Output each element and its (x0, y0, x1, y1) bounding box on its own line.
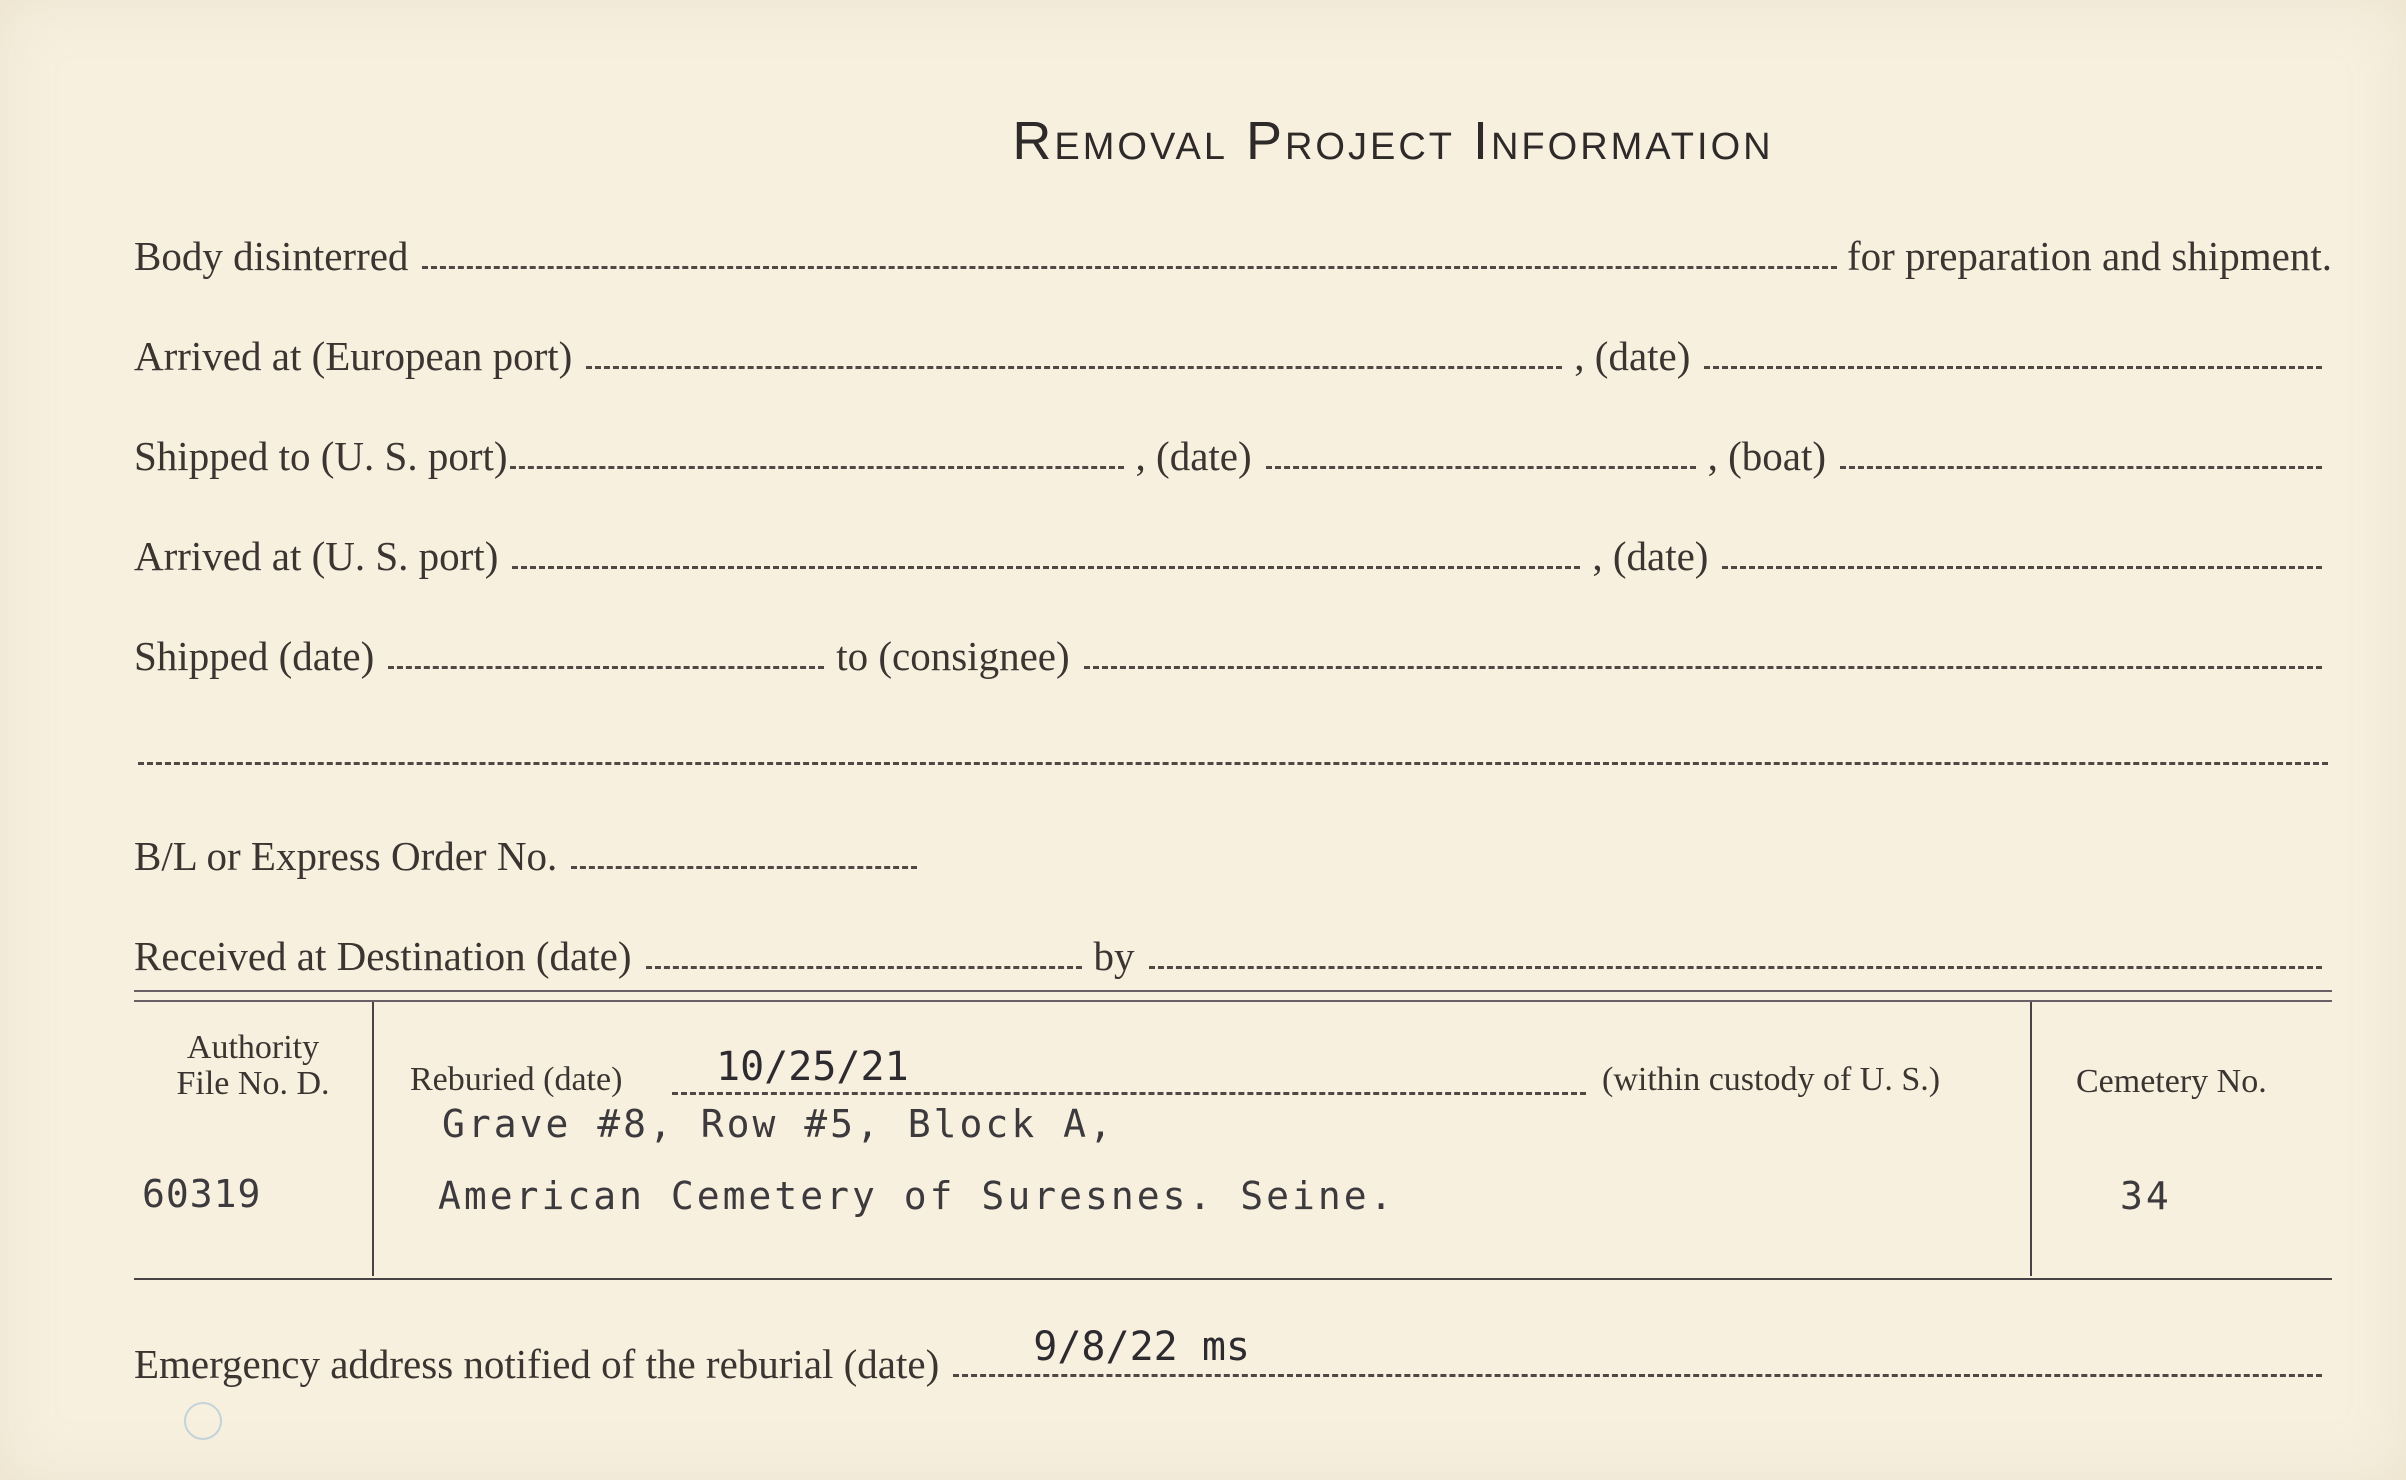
european-port-field[interactable] (586, 366, 1562, 369)
section-divider (134, 990, 2332, 1002)
row-shipped-date (134, 624, 2332, 680)
emergency-label: Emergency address notified of the reburial (date) (134, 1341, 940, 1387)
arrived-european-label: Arrived at (European port) (134, 333, 573, 379)
consignee-label: to (consignee) (836, 633, 1070, 679)
received-label: Received at Destination (date) (134, 933, 632, 979)
cemetery-label: Cemetery No. (2076, 1063, 2267, 1100)
column-divider-left (372, 1002, 374, 1276)
received-date-field[interactable] (646, 966, 1082, 969)
arrived-us-label: Arrived at (U. S. port) (134, 533, 499, 579)
bl-order-label: B/L or Express Order No. (134, 833, 558, 879)
row-received (134, 924, 2332, 980)
row-arrived-us (134, 524, 2332, 580)
arrived-us-date-label: , (date) (1592, 533, 1709, 579)
authority-label-line1: Authority (186, 1029, 320, 1066)
row-bl-order (134, 824, 2332, 880)
cemetery-number: 34 (2120, 1174, 2172, 1218)
preparation-shipment-label: for preparation and shipment. (1846, 233, 2332, 279)
authority-label-line2: File No. D. (176, 1064, 330, 1102)
emergency-date-value: 9/8/22 ms (1033, 1324, 1250, 1370)
arrived-us-port-field[interactable] (512, 566, 1580, 569)
shipped-date-only-field[interactable] (388, 666, 824, 669)
column-divider-right (2030, 1002, 2032, 1276)
faint-stamp-icon (184, 1402, 222, 1440)
us-port-field[interactable] (510, 466, 1124, 469)
boat-field[interactable] (1840, 466, 2322, 469)
arrived-us-date-field[interactable] (1722, 566, 2322, 569)
body-disinterred-field[interactable] (422, 266, 1837, 269)
row-emergency (134, 1324, 2332, 1388)
consignee-field[interactable] (1084, 666, 2322, 669)
shipped-us-label: Shipped to (U. S. port) (134, 433, 508, 479)
custody-note: (within custody of U. S.) (1602, 1061, 1941, 1098)
grave-location-line1: Grave #8, Row #5, Block A, (442, 1102, 1115, 1146)
reburied-date-value: 10/25/21 (716, 1044, 909, 1090)
european-date-label: , (date) (1574, 333, 1691, 379)
shipped-date-only-label: Shipped (date) (134, 633, 375, 679)
shipped-date-label: , (date) (1135, 433, 1252, 479)
reburied-date-field[interactable] (672, 1092, 1586, 1095)
row-shipped-us (134, 424, 2332, 480)
form-title: Removal Project Information (1012, 111, 1774, 171)
european-date-field[interactable] (1704, 366, 2322, 369)
grave-location-line2: American Cemetery of Suresnes. Seine. (438, 1174, 1396, 1218)
emergency-date-field[interactable] (953, 1324, 2322, 1377)
table-bottom-rule (134, 1278, 2332, 1280)
shipped-date-field[interactable] (1266, 466, 1696, 469)
reburied-label: Reburied (date) (410, 1061, 623, 1098)
row-body-disinterred (134, 224, 2332, 280)
authority-file-number: 60319 (142, 1172, 262, 1216)
row-arrived-european (134, 324, 2332, 380)
boat-label: , (boat) (1707, 433, 1827, 479)
authority-label (148, 1030, 358, 1101)
body-disinterred-label: Body disinterred (134, 233, 409, 279)
bl-order-field[interactable] (571, 866, 917, 869)
received-by-field[interactable] (1149, 966, 2323, 969)
by-label: by (1093, 933, 1135, 979)
consignee-continuation-line[interactable] (138, 762, 2328, 765)
